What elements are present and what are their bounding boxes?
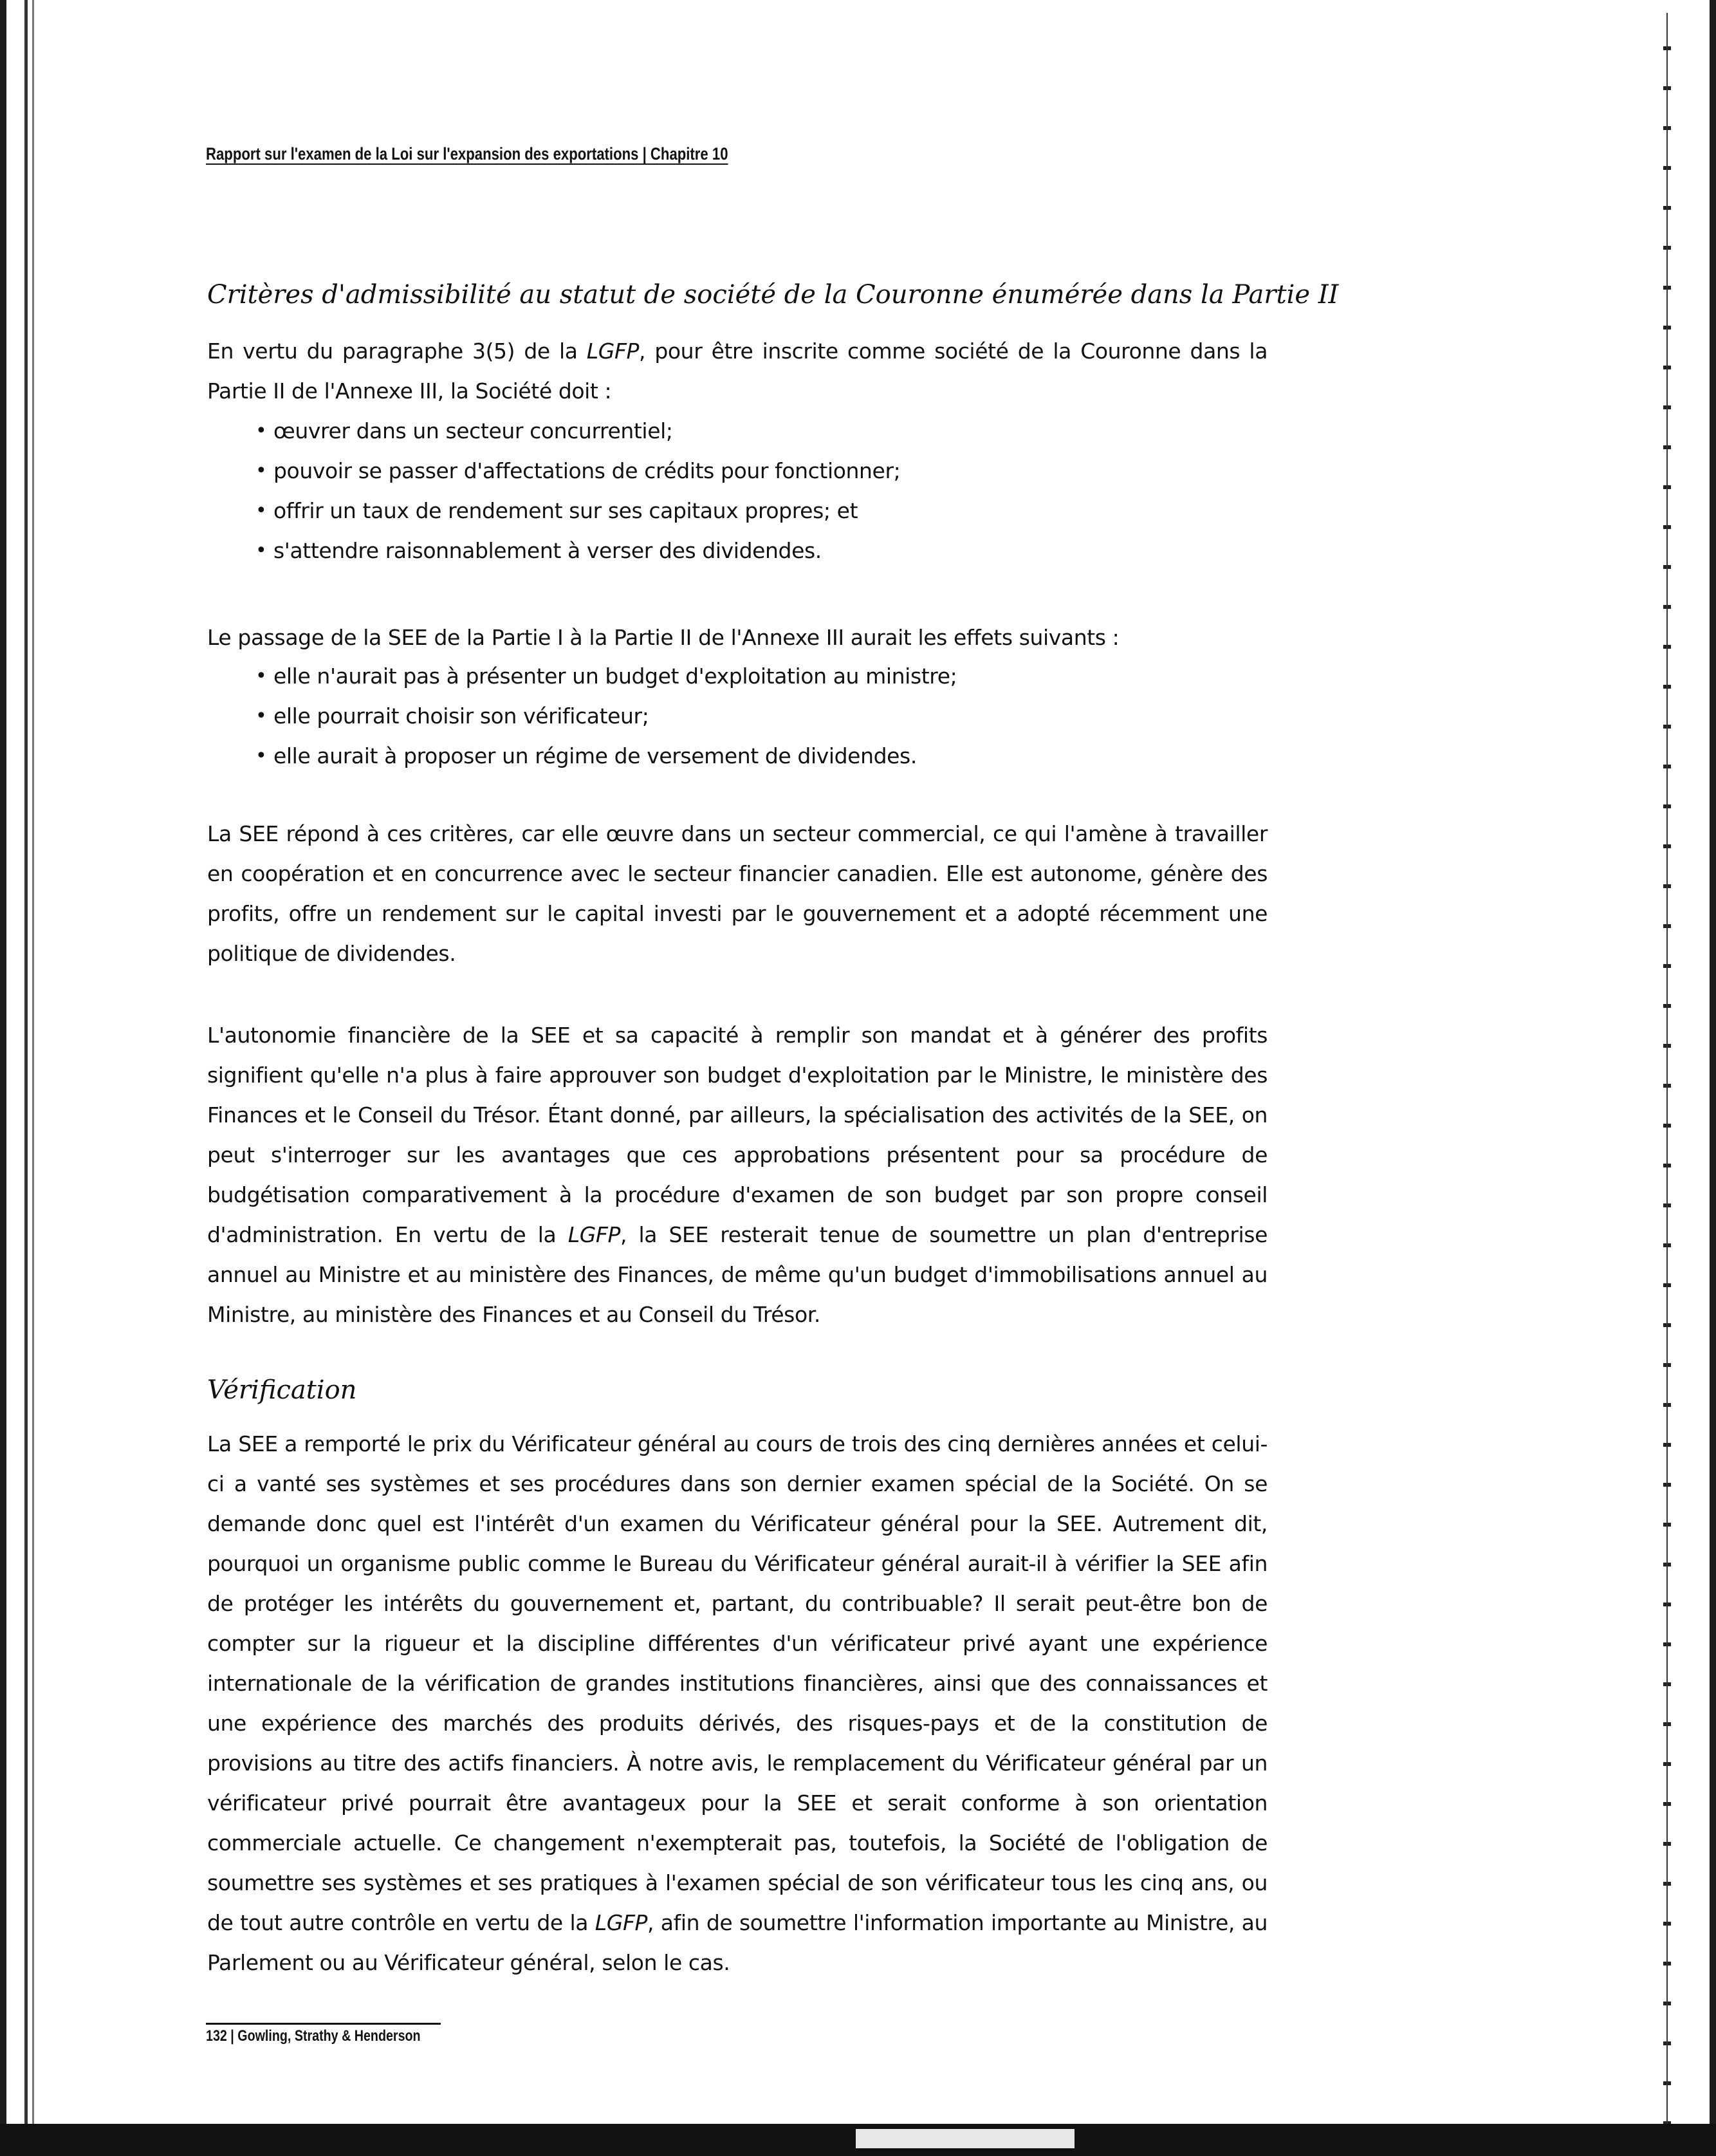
paragraph-criteria-met: La SEE répond à ces critères, car elle œuvre dans un secteur commercial, ce qui l'amène à travailler en coopération et en concurrence avec le secteur financier canadien. Elle est autonome, génère des profits, offre un rendement sur le capital investi par le gouvernement et a adopté récemment une politique de dividendes. bbox=[207, 821, 1268, 966]
paragraph-eligibility-intro: En vertu du paragraphe 3(5) de la LGFP, pour être inscrite comme société de la Couronne dans la Partie II de l'Annexe III, la Société doit : bbox=[207, 339, 1268, 404]
scan-right-edge bbox=[1710, 0, 1716, 2156]
list-item: • pouvoir se passer d'affectations de crédits pour fonctionner; bbox=[255, 458, 901, 483]
paragraph-financial-autonomy: L'autonomie financière de la SEE et sa capacité à remplir son mandat et à générer des profits signifient qu'elle n'a plus à faire approuver son budget d'exploitation par le Ministre, le ministère des Finances et le Conseil du Trésor. Étant donné, par ailleurs, la spécialisation des activités de la SEE, on peut s'interroger sur les avantages que ces approbations présentent pour sa procédure de budgétisation comparativement à la procédure d'examen de son budget par son propre conseil d'administration. En vertu de la LGFP, la SEE resterait tenue de soumettre un plan d'entreprise annuel au Ministre et au ministère des Finances, de même qu'un budget d'immobilisations annuel au Ministre, au ministère des Finances et au Conseil du Trésor. bbox=[207, 1023, 1268, 1327]
list-item: • s'attendre raisonnablement à verser des dividendes. bbox=[255, 538, 822, 563]
running-header: Rapport sur l'examen de la Loi sur l'expansion des exportations | Chapitre 10 bbox=[206, 144, 728, 163]
criteria-list bbox=[207, 411, 1268, 571]
list-item: • œuvrer dans un secteur concurrentiel; bbox=[255, 418, 673, 443]
list-item: • elle aurait à proposer un régime de versement de dividendes. bbox=[255, 743, 917, 768]
scan-bottom-band bbox=[0, 2124, 1716, 2156]
paragraph-verification: La SEE a remporté le prix du Vérificateur général au cours de trois des cinq dernières années et celui-ci a vanté ses systèmes et ses procédures dans son dernier examen spécial de la Société. On se demande donc quel est l'intérêt d'un examen du Vérificateur général pour la SEE. Autrement dit, pourquoi un organisme public comme le Bureau du Vérificateur général aurait-il à vérifier la SEE afin de protéger les intérêts du gouvernement et, partant, du contribuable? Il serait peut-être bon de compter sur la rigueur et la discipline différentes d'un vérificateur privé ayant une expérience internationale de la vérification de grandes institutions financières, ainsi que des connaissances et une expérience des marchés des produits dérivés, des risques-pays et de la constitution de provisions au titre des actifs financiers. À notre avis, le remplacement du Vérificateur général par un vérificateur privé pourrait être avantageux pour la SEE et serait conforme à son orientation commerciale actuelle. Ce changement n'exempterait pas, toutefois, la Société de l'obligation de soumettre ses systèmes et ses pratiques à l'examen spécial de son vérificateur tous les cinq ans, ou de tout autre contrôle en vertu de la LGFP, afin de soumettre l'information importante au Ministre, au Parlement ou au Vérificateur général, selon le cas. bbox=[207, 1431, 1268, 1975]
section-heading-eligibility: Critères d'admissibilité au statut de société de la Couronne énumérée dans la Partie II bbox=[207, 280, 1339, 310]
effects-list bbox=[207, 656, 1268, 776]
list-item: • elle pourrait choisir son vérificateur; bbox=[255, 703, 649, 729]
page-footer: 132 | Gowling, Strathy & Henderson bbox=[206, 2027, 421, 2045]
section-heading-verification: Vérification bbox=[207, 1375, 357, 1405]
paragraph-effects-intro: Le passage de la SEE de la Partie I à la Partie II de l'Annexe III aurait les effets suivants : bbox=[207, 625, 1120, 650]
scan-left-edge bbox=[0, 0, 46, 2156]
list-item: • offrir un taux de rendement sur ses capitaux propres; et bbox=[255, 498, 858, 523]
list-item: • elle n'aurait pas à présenter un budget d'exploitation au ministre; bbox=[255, 664, 957, 689]
footer-rule bbox=[206, 2023, 441, 2025]
scan-right-binding-ticks bbox=[1663, 13, 1671, 2124]
